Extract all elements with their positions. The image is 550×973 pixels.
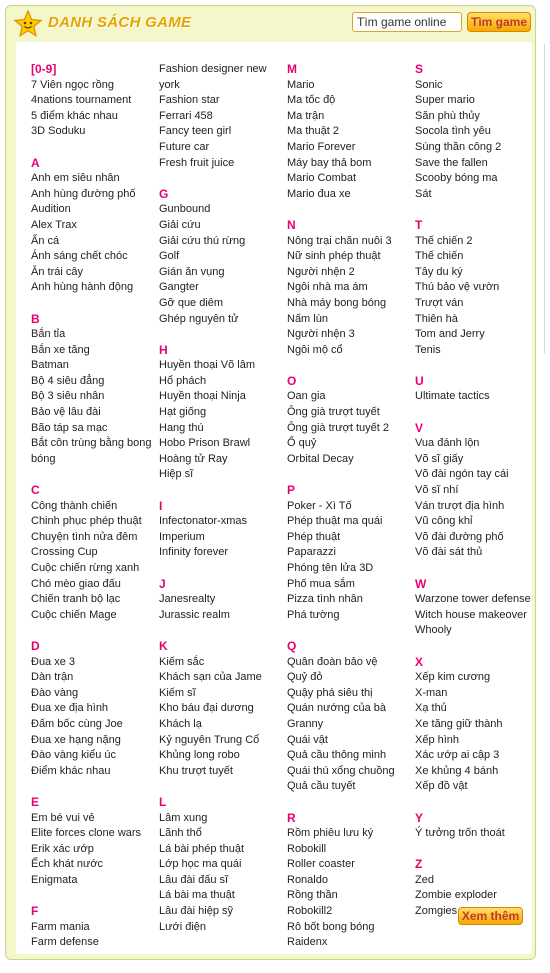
game-link[interactable]: Robokill [287, 842, 327, 855]
game-link[interactable]: Imperium [159, 530, 205, 543]
letter-heading: U [415, 373, 424, 388]
letter-heading: A [31, 155, 40, 170]
game-link[interactable]: Thiên hà [415, 312, 458, 325]
game-link[interactable]: Rồm phiêu lưu ký [287, 827, 374, 840]
game-link[interactable]: Ma trận [287, 109, 325, 122]
game-link[interactable]: Ý tưởng trốn thoát [415, 827, 505, 840]
game-link[interactable]: Kỷ nguyên Trung Cổ [159, 733, 260, 746]
game-link[interactable]: Xếp đồ vật [415, 780, 468, 793]
game-link[interactable]: Bắn xe tăng [31, 343, 90, 356]
game-link[interactable]: Jurassic realm [159, 608, 230, 621]
game-link[interactable]: Hang thú [159, 421, 204, 434]
game-link[interactable]: Ferrari 458 [159, 109, 213, 122]
letter-heading: Z [415, 857, 423, 872]
game-link[interactable]: Xếp kim cương [415, 671, 491, 684]
game-link[interactable]: Quân đoàn bảo vệ [287, 655, 378, 668]
letter-heading: X [415, 654, 424, 669]
game-link[interactable]: Lâu đài đấu sĩ [159, 873, 229, 886]
game-link[interactable]: Quả cầu tuyết [287, 780, 356, 793]
game-link[interactable]: Roller coaster [287, 858, 355, 871]
game-link[interactable]: Ván trượt địa hình [415, 499, 505, 512]
game-link[interactable]: Enigmata [31, 873, 78, 886]
game-link[interactable]: Thú bảo vệ vườn [415, 281, 500, 294]
game-link[interactable]: Bắn tỉa [31, 328, 66, 341]
game-link[interactable]: Ma thuật 2 [287, 125, 339, 138]
game-link[interactable]: Thế chiến [415, 250, 464, 263]
game-link[interactable]: Farm defense [31, 936, 99, 949]
game-link[interactable]: Pizza tình nhân [287, 593, 363, 606]
game-link[interactable]: Mario Forever [287, 140, 356, 153]
game-link[interactable]: Ánh sáng chết chóc [31, 250, 128, 263]
game-link[interactable]: Vũ công khỉ [415, 515, 473, 528]
game-link[interactable]: Infectonator-xmas [159, 515, 248, 528]
game-link[interactable]: Chó mèo giao đấu [31, 577, 121, 590]
game-link[interactable]: Ông già trượt tuyết [287, 406, 380, 419]
letter-heading: R [287, 810, 296, 825]
game-link[interactable]: Oan gia [287, 390, 326, 403]
letter-heading: W [415, 576, 427, 591]
letter-heading: O [287, 373, 297, 388]
game-link[interactable]: Săn phù thủy [415, 109, 480, 122]
game-link[interactable]: Đua xe địa hình [31, 702, 109, 715]
page-title: DANH SÁCH GAME [48, 14, 192, 31]
game-link[interactable]: Giải cứu thú rừng [159, 234, 246, 247]
game-link[interactable]: Khách lạ [159, 717, 202, 730]
game-link[interactable]: Khủng long robo [159, 749, 240, 762]
letter-heading: J [159, 576, 166, 591]
game-link[interactable]: Elite forces clone wars [31, 827, 142, 840]
game-link[interactable]: Võ đài ngón tay cái [415, 468, 509, 481]
game-link[interactable]: Ma tốc độ [287, 94, 336, 107]
game-link[interactable]: Fancy teen girl [159, 125, 232, 138]
see-more-button[interactable]: Xem thêm [458, 907, 523, 925]
game-link[interactable]: Quỷ đỏ [287, 671, 323, 684]
game-link[interactable]: Batman [31, 359, 69, 372]
game-link[interactable]: Ổ quỷ [287, 437, 317, 450]
game-link[interactable]: Save the fallen [415, 156, 488, 169]
game-link[interactable]: Mario [287, 78, 315, 91]
game-link[interactable]: Scooby bóng ma [415, 172, 498, 185]
letter-heading: E [31, 794, 40, 809]
game-link[interactable]: Lá bài ma thuật [159, 889, 235, 902]
game-link[interactable]: Giải cứu [159, 218, 201, 231]
game-link[interactable]: Crossing Cup [31, 546, 98, 559]
game-link[interactable]: Lưới điện [159, 920, 206, 933]
letter-heading: Y [415, 810, 424, 825]
game-link[interactable]: Ăn trái cây [31, 265, 83, 278]
game-link[interactable]: Lãnh thổ [159, 827, 202, 840]
game-link[interactable]: Phá tường [287, 608, 340, 621]
game-link[interactable]: Nữ sinh phép thuật [287, 250, 381, 263]
game-link[interactable]: Nông trại chăn nuôi 3 [287, 234, 392, 247]
letter-heading: K [159, 638, 168, 653]
game-link[interactable]: Trượt ván [415, 296, 464, 309]
game-link[interactable]: Infinity forever [159, 546, 229, 559]
game-list-panel [5, 5, 536, 960]
game-link[interactable]: Alex Trax [31, 218, 77, 231]
game-link[interactable]: Fresh fruit juice [159, 156, 235, 169]
game-link[interactable]: Chuyện tình nửa đêm [31, 530, 138, 543]
game-link[interactable]: Lá bài phép thuật [159, 842, 245, 855]
game-link[interactable]: Poker - Xì Tố [287, 499, 352, 512]
letter-heading: T [415, 217, 423, 232]
game-link[interactable]: Tây du ký [415, 265, 463, 278]
game-link[interactable]: Công thành chiến [31, 499, 118, 512]
game-link[interactable]: Robokill2 [287, 905, 333, 918]
game-link[interactable]: Sát [415, 187, 432, 200]
game-link[interactable]: Orbital Decay [287, 452, 354, 465]
game-link[interactable]: Hoàng tử Ray [159, 452, 228, 465]
game-link[interactable]: Chinh phục phép thuật [31, 515, 142, 528]
game-link[interactable]: Mario Combat [287, 172, 357, 185]
game-link[interactable]: Quậy phá siêu thị [287, 686, 373, 699]
game-link[interactable]: Rô bốt bong bóng [287, 920, 375, 933]
game-link[interactable]: Tenis [415, 343, 441, 356]
game-link[interactable]: Sonic [415, 78, 443, 91]
letter-heading: I [159, 498, 163, 513]
game-link[interactable]: Đào vàng kiểu úc [31, 749, 116, 762]
game-link[interactable]: Người nhện 2 [287, 265, 355, 278]
game-list [16, 42, 532, 954]
game-link[interactable]: Đấm bốc cùng Joe [31, 717, 123, 730]
game-link[interactable]: Thế chiến 2 [415, 234, 473, 247]
game-link[interactable]: Fashion designer new york [159, 63, 267, 91]
game-link[interactable]: Raidenx [287, 936, 328, 949]
game-link[interactable]: Audition [31, 203, 71, 216]
game-link[interactable]: Zomgies [415, 905, 458, 918]
game-link[interactable]: Quán nướng của bà [287, 702, 386, 715]
game-link[interactable]: Xếp hình [415, 733, 460, 746]
game-link[interactable]: Phố mua sắm [287, 577, 355, 590]
game-link[interactable]: Vua đánh lộn [415, 437, 480, 450]
game-link[interactable]: Hạt giống [159, 406, 207, 419]
game-link[interactable]: Future car [159, 140, 210, 153]
game-link[interactable]: Huyền thoại Ninja [159, 390, 246, 403]
game-link[interactable]: Bộ 3 siêu nhân [31, 390, 105, 403]
letter-heading: Q [287, 638, 297, 653]
letter-heading: C [31, 483, 40, 498]
game-link[interactable]: Janesrealty [159, 593, 216, 606]
game-link[interactable]: Ẩn cá [31, 234, 60, 247]
game-link[interactable]: Xe khủng 4 bánh [415, 764, 499, 777]
game-link[interactable]: Lâm xung [159, 811, 208, 824]
game-link[interactable]: Ultimate tactics [415, 390, 490, 403]
game-link[interactable]: Hổ phách [159, 374, 207, 387]
game-link[interactable]: Zombie exploder [415, 889, 497, 902]
game-link[interactable]: Đua xe hạng nặng [31, 733, 121, 746]
game-link[interactable]: Lâu đài hiệp sỹ [159, 905, 233, 918]
game-link[interactable]: Erik xác ướp [31, 842, 94, 855]
game-link[interactable]: Lớp học ma quái [159, 858, 242, 871]
game-link[interactable]: Võ sĩ giấy [415, 452, 464, 465]
letter-heading: H [159, 342, 168, 357]
game-link[interactable]: Xác ướp ai cập 3 [415, 749, 500, 762]
game-link[interactable]: Rồng thần [287, 889, 338, 902]
game-link[interactable]: Võ đài đường phố [415, 530, 504, 543]
game-link[interactable]: Bắt côn trùng bằng bong bóng [31, 437, 152, 465]
column-3 [287, 62, 415, 951]
scrollbar-track [544, 44, 545, 354]
letter-heading: M [287, 62, 297, 76]
search-input[interactable] [352, 12, 462, 32]
game-link[interactable]: Ngôi mộ cổ [287, 343, 343, 356]
game-link[interactable]: Huyền thoại Võ lâm [159, 359, 255, 372]
letter-heading: L [159, 794, 167, 809]
game-link[interactable]: Kiếm sĩ [159, 686, 196, 699]
letter-heading: [0-9] [31, 62, 57, 76]
game-link[interactable]: X-man [415, 686, 448, 699]
game-link[interactable]: Cuộc chiến rừng xanh [31, 562, 140, 574]
game-link[interactable]: 4nations tournament [31, 94, 132, 107]
game-link[interactable]: Khách sạn của Jame [159, 671, 262, 684]
game-link[interactable]: Granny [287, 717, 324, 730]
game-link[interactable]: Xạ thủ [415, 702, 447, 715]
game-link[interactable]: Tom and Jerry [415, 328, 485, 341]
letter-heading: B [31, 311, 40, 326]
game-link[interactable]: Ếch khát nước [31, 858, 104, 871]
game-link[interactable]: 3D Soduku [31, 125, 86, 138]
game-link[interactable]: Dàn trận [31, 671, 74, 684]
game-link[interactable]: Người nhện 3 [287, 328, 355, 341]
game-link[interactable]: Kho báu đại dương [159, 702, 254, 715]
game-link[interactable]: Em bé vui vẻ [31, 811, 95, 824]
game-link[interactable]: Warzone tower defense [415, 593, 531, 606]
game-link[interactable]: Kiếm sắc [159, 655, 205, 668]
game-link[interactable]: Paparazzi [287, 546, 336, 559]
letter-heading: V [415, 420, 424, 435]
game-link[interactable]: Ronaldo [287, 873, 328, 886]
header [6, 6, 535, 42]
column-2 [159, 62, 287, 935]
letter-heading: P [287, 483, 296, 498]
game-link[interactable]: Súng thần công 2 [415, 140, 502, 153]
game-link[interactable]: Bão táp sa mạc [31, 421, 108, 434]
game-link[interactable]: Chiến tranh bộ lạc [31, 593, 121, 606]
letter-heading: S [415, 62, 424, 76]
column-1 [31, 62, 159, 951]
game-link[interactable]: Whooly [415, 624, 452, 637]
letter-heading: G [159, 186, 169, 201]
game-link[interactable]: Hiệp sĩ [159, 468, 194, 481]
game-link[interactable]: Phép thuật ma quái [287, 515, 383, 528]
game-link[interactable]: Bộ 4 siêu đẳng [31, 374, 105, 387]
game-link[interactable]: Gián ăn vụng [159, 265, 225, 278]
game-link[interactable]: Socola tình yêu [415, 125, 491, 138]
game-link[interactable]: Đua xe 3 [31, 655, 76, 668]
search-button[interactable]: Tìm game [467, 12, 531, 32]
game-link[interactable]: Golf [159, 250, 180, 263]
game-link[interactable]: Xe tăng giữ thành [415, 717, 503, 730]
game-link[interactable]: Quái vật [287, 733, 328, 746]
game-link[interactable]: Võ sĩ nhí [415, 484, 459, 497]
game-link[interactable]: Đào vàng [31, 686, 79, 699]
game-link[interactable]: 7 Viên ngọc rồng [31, 78, 114, 91]
game-link[interactable]: Mario đua xe [287, 187, 351, 200]
game-link[interactable]: Nấm lùn [287, 312, 328, 325]
game-link[interactable]: Gangter [159, 281, 199, 294]
game-link[interactable]: Phép thuật [287, 530, 341, 543]
game-link[interactable]: Witch house makeover [415, 608, 527, 621]
game-link[interactable]: 5 điểm khác nhau [31, 109, 118, 122]
game-link[interactable]: Quái thú xổng chuồng [287, 764, 395, 777]
letter-heading: F [31, 904, 39, 919]
game-link[interactable]: Farm mania [31, 920, 90, 933]
game-link[interactable]: Super mario [415, 94, 475, 107]
game-link[interactable]: Quả cầu thông minh [287, 749, 387, 762]
game-link[interactable]: Hobo Prison Brawl [159, 437, 251, 450]
game-link[interactable]: Anh em siêu nhân [31, 172, 120, 185]
game-link[interactable]: Anh hùng hành động [31, 281, 134, 294]
game-link[interactable]: Điểm khác nhau [31, 764, 111, 777]
game-link[interactable]: Gỡ que diêm [159, 296, 224, 309]
game-link[interactable]: Máy bay thả bom [287, 156, 372, 169]
game-link[interactable]: Fashion star [159, 94, 220, 107]
column-4 [415, 62, 543, 920]
game-link[interactable]: Ghép nguyên tử [159, 312, 239, 325]
star-icon [14, 10, 42, 38]
game-link[interactable]: Phóng tên lửa 3D [287, 562, 374, 574]
game-link[interactable]: Gunbound [159, 203, 211, 216]
letter-heading: N [287, 217, 296, 232]
game-link[interactable]: Khu trượt tuyết [159, 764, 233, 777]
game-link[interactable]: Ông già trượt tuyết 2 [287, 421, 390, 434]
game-link[interactable]: Zed [415, 873, 434, 886]
game-link[interactable]: Võ đài sát thủ [415, 546, 483, 559]
game-link[interactable]: Bảo vệ lâu đài [31, 406, 101, 419]
letter-heading: D [31, 638, 40, 653]
game-link[interactable]: Nhà máy bong bóng [287, 296, 387, 309]
game-link[interactable]: Cuộc chiến Mage [31, 608, 117, 621]
game-link[interactable]: Anh hùng đường phố [31, 187, 136, 200]
game-link[interactable]: Ngôi nhà ma ám [287, 281, 368, 294]
